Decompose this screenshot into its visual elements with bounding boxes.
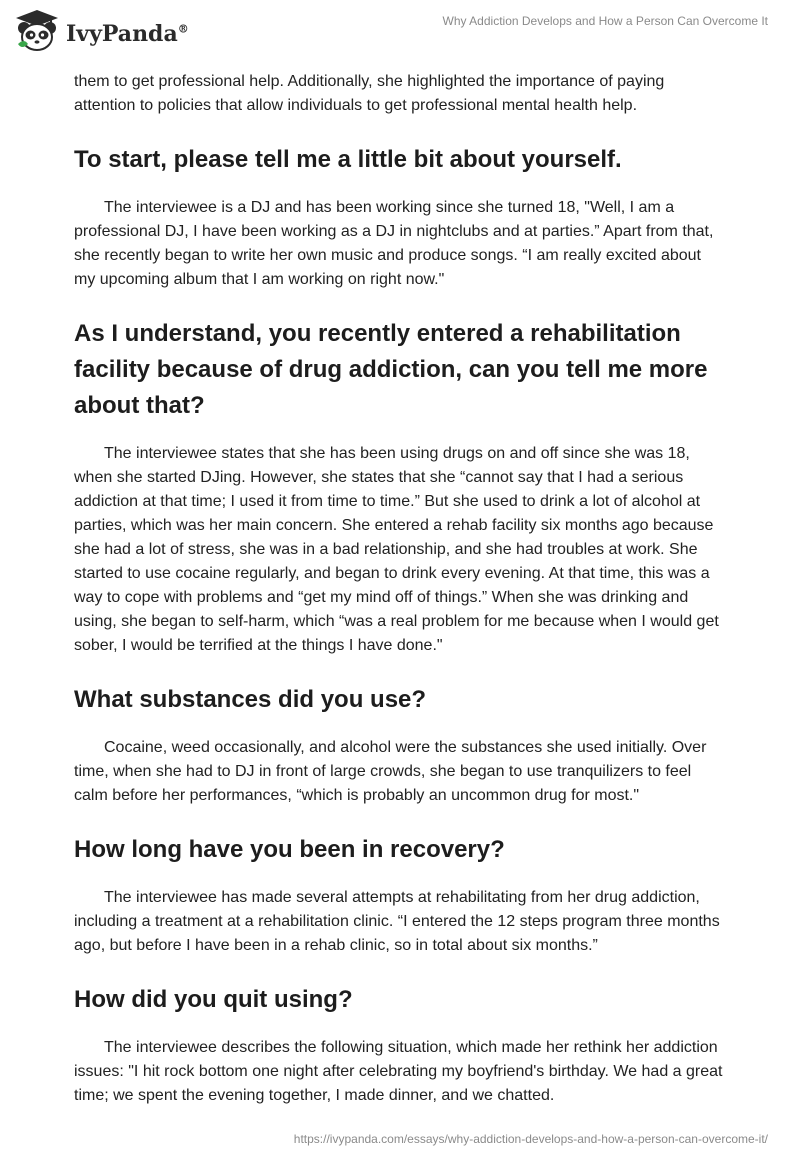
section-heading: What substances did you use? — [74, 686, 427, 713]
section-paragraph: The interviewee describes the following situation, which made her rethink her addiction issues: "I hit rock bottom one night after celebrating my boyfriend's birthday. We had a great time; we spent the evening together, I made dinner, and we chatted. — [74, 1039, 723, 1104]
section-heading: To start, please tell me a little bit about yourself. — [74, 146, 622, 173]
panda-graduate-icon — [14, 8, 60, 54]
intro-paragraph: them to get professional help. Additionally, she highlighted the importance of paying attention to policies that allow individuals to get professional mental health help. — [74, 73, 665, 114]
section-heading: How did you quit using? — [74, 986, 353, 1013]
section-paragraph: The interviewee has made several attempts at rehabilitating from her drug addiction, including a treatment at a rehabilitation clinic. “I entered the 12 steps program three months ago, but before I have been in a rehab clinic, so in total about six months.” — [74, 889, 720, 954]
section-heading: As I understand, you recently entered a rehabilitation facility because of drug addiction, can you tell me more about that? — [74, 320, 708, 419]
section-heading: How long have you been in recovery? — [74, 836, 505, 863]
brand-name: IvyPanda® — [66, 21, 189, 47]
document-title: Why Addiction Develops and How a Person Can Overcome It — [442, 14, 768, 28]
page-header — [0, 0, 800, 66]
brand-logo[interactable] — [14, 8, 189, 54]
section-paragraph: Cocaine, weed occasionally, and alcohol were the substances she used initially. Over time, when she had to DJ in front of large crowds, she began to use tranquilizers to feel calm before her performances, “which is probably an uncommon drug for most." — [74, 739, 707, 804]
section-paragraph: The interviewee states that she has been using drugs on and off since she was 18, when she started DJing. However, she states that she “cannot say that I had a serious addiction at that time; I used it from time to time.” But she used to drink a lot of alcohol at parties, which was her main concern. She entered a rehab facility six months ago because she had a lot of stress, she was in a bad relationship, and she had troubles at work. She started to use cocaine regularly, and began to drink every evening. At that time, this was a way to cope with problems and “get my mind off of things.” When she was drinking and using, she began to self-harm, which “was a real problem for me because when I would get sober, I would be terrified at the things I have done." — [74, 445, 719, 654]
source-url-link[interactable]: https://ivypanda.com/essays/why-addiction-develops-and-how-a-person-can-overcome-it/ — [293, 1132, 768, 1146]
essay-content — [74, 70, 726, 1108]
section-paragraph: The interviewee is a DJ and has been working since she turned 18, "Well, I am a professional DJ, I have been working as a DJ in nightclubs and at parties.” Apart from that, she recently began to write her own music and produce songs. “I am really excited about my upcoming album that I am working on right now." — [74, 199, 714, 288]
